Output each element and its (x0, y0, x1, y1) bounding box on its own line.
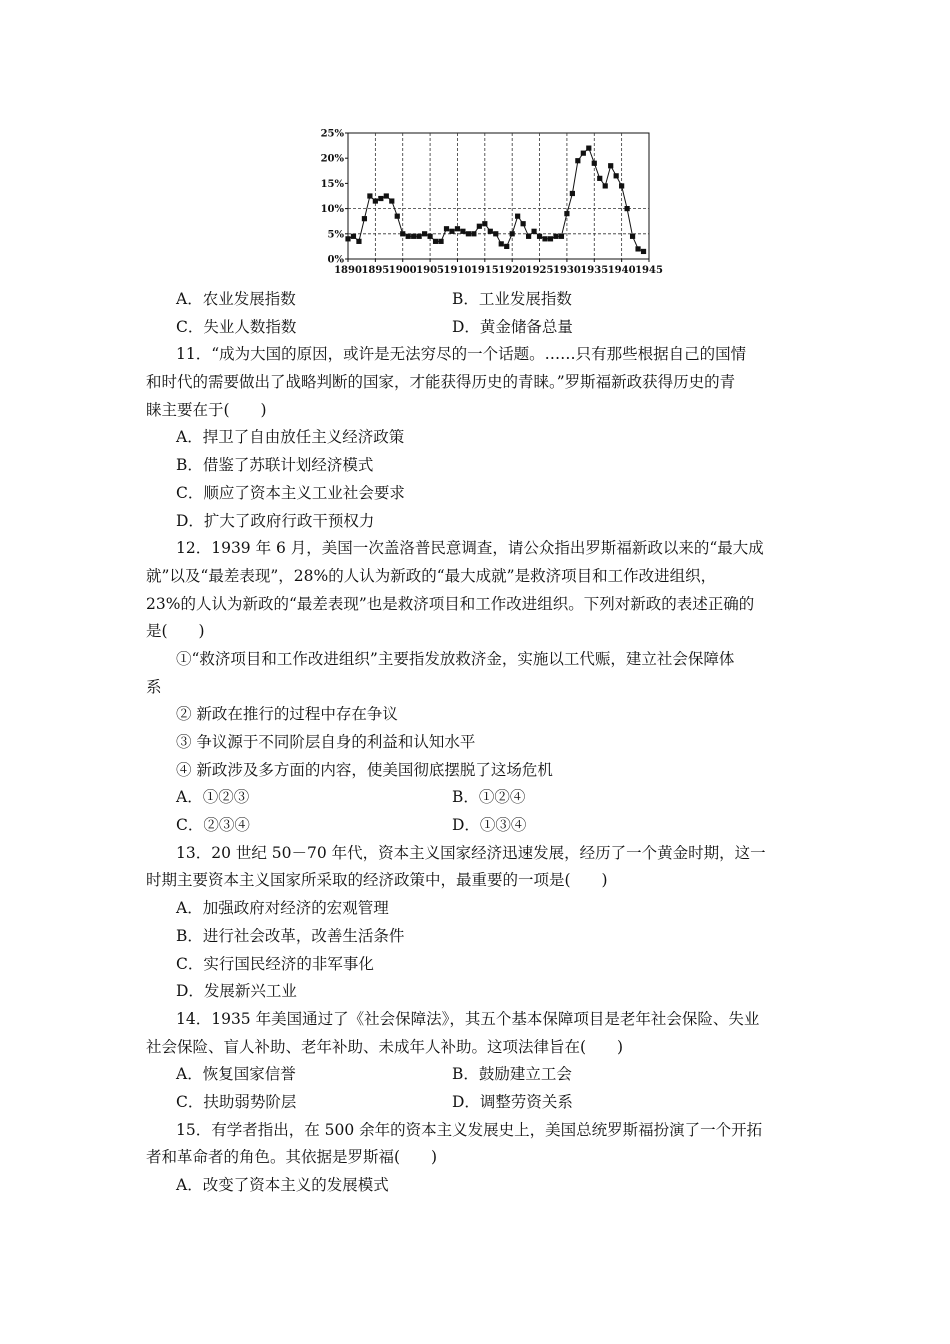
data-point (510, 231, 515, 236)
data-point (477, 224, 482, 229)
data-point (466, 231, 471, 236)
data-point (597, 176, 602, 181)
question-content (146, 286, 826, 1200)
y-tick-label: 20% (320, 153, 344, 165)
data-point (351, 234, 356, 239)
data-point (406, 234, 411, 239)
data-point (438, 239, 443, 244)
q14-option-a[interactable]: A．恢复国家信誉 (176, 1065, 296, 1084)
x-tick-label: 1910 (443, 265, 472, 276)
data-point (417, 234, 422, 239)
x-tick-label: 1945 (635, 265, 663, 276)
data-point (635, 246, 640, 251)
data-point (389, 198, 394, 203)
q11-stem-line3: 睐主要在于( ) (146, 400, 267, 419)
line-chart (300, 120, 680, 280)
q10-option-a[interactable]: A．农业发展指数 (176, 290, 296, 308)
data-point (433, 239, 438, 244)
q14-option-d[interactable]: D．调整劳资关系 (452, 1092, 573, 1111)
data-point (586, 146, 591, 151)
data-point (575, 158, 580, 163)
data-point (526, 234, 531, 239)
q13-option-b[interactable]: B．进行社会改革，改善生活条件 (176, 926, 405, 945)
data-point (482, 221, 487, 226)
q12-stem-line1: 12．1939 年 6 月，美国一次盖洛普民意调查，请公众指出罗斯福新政以来的“最大成 (176, 539, 764, 558)
x-tick-label: 1935 (580, 265, 609, 276)
q12-options-row2 (146, 812, 826, 840)
q13-option-d[interactable]: D．发展新兴工业 (176, 982, 297, 1001)
data-point (345, 236, 350, 241)
data-point (499, 241, 504, 246)
q11-option-a[interactable]: A．捍卫了自由放任主义经济政策 (176, 428, 405, 447)
q12-stem-line3: 23%的人认为新政的“最差表现”也是救济项目和工作改进组织。下列对新政的表述正确的 (146, 594, 755, 613)
data-point (395, 214, 400, 219)
y-tick-label: 15% (320, 178, 344, 190)
x-tick-label: 1890 (334, 265, 362, 276)
data-point (504, 244, 509, 249)
x-tick-label: 1925 (525, 265, 554, 276)
q14-option-c[interactable]: C．扶助弱势阶层 (176, 1092, 297, 1111)
data-point (422, 231, 427, 236)
q12-statement-4: ④ 新政涉及多方面的内容，使美国彻底摆脱了这场危机 (176, 760, 553, 779)
q15-stem-line1: 15．有学者指出，在 500 余年的资本主义发展史上，美国总统罗斯福扮演了一个开拓 (176, 1120, 763, 1139)
data-point (460, 229, 465, 234)
data-point (603, 183, 608, 188)
data-point (427, 234, 432, 239)
data-point (488, 229, 493, 234)
data-point (625, 206, 630, 211)
q10-option-d[interactable]: D．黄金储备总量 (452, 317, 573, 336)
y-tick-label: 0% (327, 254, 344, 266)
q10-option-c[interactable]: C．失业人数指数 (176, 317, 297, 336)
data-point (373, 198, 378, 203)
data-point (548, 236, 553, 241)
q12-statement-1-cont: 系 (146, 677, 162, 696)
q10-option-b[interactable]: B．工业发展指数 (452, 290, 572, 308)
y-tick-label: 25% (320, 128, 344, 140)
q11-option-c[interactable]: C．顺应了资本主义工业社会要求 (176, 483, 405, 502)
q12-option-a[interactable]: A．①②③ (176, 788, 250, 807)
q14-stem-line2: 社会保险、盲人补助、老年补助、未成年人补助。这项法律旨在( ) (146, 1037, 624, 1056)
data-point (444, 226, 449, 231)
x-tick-label: 1930 (552, 265, 581, 276)
q12-option-d[interactable]: D．①③④ (452, 816, 527, 835)
q13-stem-line2: 时期主要资本主义国家所采取的经济政策中，最重要的一项是( ) (146, 871, 608, 890)
data-point (455, 226, 460, 231)
q12-statement-3: ③ 争议源于不同阶层自身的利益和认知水平 (176, 733, 476, 751)
data-point (553, 234, 558, 239)
x-tick-label: 1915 (470, 265, 499, 276)
data-point (619, 183, 624, 188)
data-point (531, 229, 536, 234)
data-point (608, 163, 613, 168)
q11-stem-line2: 和时代的需要做出了战略判断的国家，才能获得历史的青睐。”罗斯福新政获得历史的青 (146, 373, 736, 392)
q12-option-c[interactable]: C．②③④ (176, 816, 250, 835)
x-tick-label: 1895 (361, 265, 390, 276)
q14-options-row2 (146, 1089, 826, 1117)
q12-options-row1 (146, 784, 826, 812)
data-point (471, 231, 476, 236)
q11-option-d[interactable]: D．扩大了政府行政干预权力 (176, 511, 375, 530)
q14-options-row1 (146, 1061, 826, 1089)
q15-stem-line2: 者和革命者的角色。其依据是罗斯福( ) (146, 1148, 438, 1167)
data-point (378, 196, 383, 201)
data-point (449, 229, 454, 234)
q13-stem-line1: 13．20 世纪 50－70 年代，资本主义国家经济迅速发展，经历了一个黄金时期，这一 (176, 843, 766, 862)
data-point (537, 234, 542, 239)
q14-option-b[interactable]: B．鼓励建立工会 (452, 1065, 572, 1084)
data-point (362, 216, 367, 221)
q10-options-row1 (146, 286, 826, 314)
data-point (515, 214, 520, 219)
y-tick-label: 10% (320, 204, 344, 216)
data-point (559, 234, 564, 239)
q11-stem-line1: 11．“成为大国的原因，或许是无法穷尽的一个话题。……只有那些根据自己的国情 (176, 345, 747, 364)
data-point (581, 151, 586, 156)
q10-options-row2 (146, 314, 826, 342)
q14-stem-line1: 14．1935 年美国通过了《社会保障法》，其五个基本保障项目是老年社会保险、失业 (176, 1009, 760, 1028)
data-point (614, 173, 619, 178)
q13-option-a[interactable]: A．加强政府对经济的宏观管理 (176, 899, 389, 918)
x-tick-label: 1905 (416, 265, 445, 276)
data-point (570, 191, 575, 196)
q12-option-b[interactable]: B．①②④ (452, 788, 526, 807)
q15-option-a[interactable]: A．改变了资本主义的发展模式 (176, 1176, 389, 1194)
data-point (564, 211, 569, 216)
data-point (521, 221, 526, 226)
q12-statement-2: ② 新政在推行的过程中存在争议 (176, 705, 398, 724)
data-point (630, 234, 635, 239)
data-point (400, 231, 405, 236)
data-point (356, 239, 361, 244)
q13-option-c[interactable]: C．实行国民经济的非军事化 (176, 954, 374, 973)
x-tick-label: 1940 (607, 265, 636, 276)
data-point (592, 161, 597, 166)
data-point (384, 193, 389, 198)
x-tick-label: 1920 (498, 265, 527, 276)
data-point (641, 249, 646, 254)
chart-svg (300, 120, 680, 280)
q12-statement-1: ①“救济项目和工作改进组织”主要指发放救济金，实施以工代赈，建立社会保障体 (176, 649, 735, 668)
data-point (367, 193, 372, 198)
y-tick-label: 5% (327, 229, 344, 241)
plot-frame (348, 133, 649, 259)
q11-option-b[interactable]: B．借鉴了苏联计划经济模式 (176, 456, 374, 475)
q12-stem-line2: 就”以及“最差表现”，28%的人认为新政的“最大成就”是救济项目和工作改进组织， (146, 566, 717, 585)
data-point (411, 234, 416, 239)
q12-stem-line4: 是( ) (146, 622, 205, 641)
data-point (542, 236, 547, 241)
x-tick-label: 1900 (388, 265, 417, 276)
data-point (493, 231, 498, 236)
